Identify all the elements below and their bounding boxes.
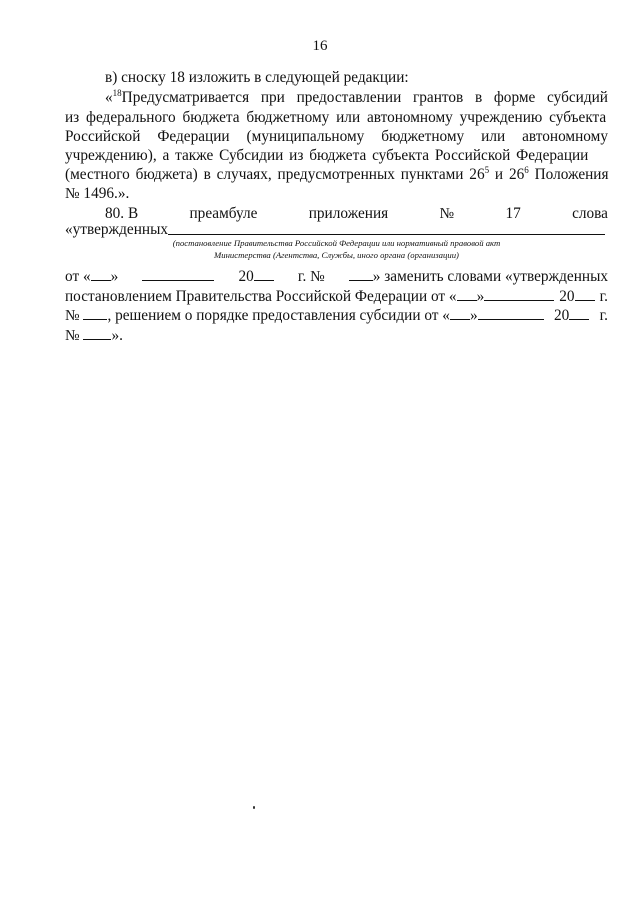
footnote-line-3 xyxy=(65,127,608,146)
caption-line-1: (постановление Правительства Российской Федерации или нормативный правовой акт xyxy=(172,238,501,248)
word: субсидий xyxy=(547,89,608,106)
word: 80. В xyxy=(105,205,139,222)
footnote-line-1 xyxy=(105,88,608,107)
footnote-line-5: (местного бюджета) в случаях, предусмотренных пунктами $26^5$ и $26^6$ Положения xyxy=(65,165,609,183)
blank-number xyxy=(349,267,373,281)
blank-day xyxy=(450,306,470,320)
word: Российской xyxy=(65,128,141,145)
footnote-line-2: из федерального бюджета бюджетному или автономному учреждению субъекта xyxy=(65,109,607,126)
word: преамбуле xyxy=(189,205,258,222)
blank-month xyxy=(484,287,554,301)
item-80-line-4: постановлением Правительства Российской Федерации от « » 20 г. xyxy=(65,288,608,305)
blank-day xyxy=(457,287,477,301)
page-number: 16 xyxy=(312,38,328,54)
scan-speck xyxy=(253,806,255,809)
item-80-line-5: № , решением о порядке предоставления субсидии от « » 20 г. xyxy=(65,307,608,324)
caption-line-2: Министерства (Агентства, Службы, иного органа (организации) xyxy=(214,250,459,260)
intro-paragraph: в) сноску 18 изложить в следующей редакции: xyxy=(105,69,409,86)
item-80-line-2: «утвержденных xyxy=(65,221,168,238)
footnote-line-6: № 1496.». xyxy=(65,185,130,202)
word: (муниципальному xyxy=(246,128,365,145)
footnote-ref: «$^{18}$Предусматривается xyxy=(105,88,250,106)
blank-year xyxy=(569,306,589,320)
word: или xyxy=(481,128,506,145)
word: грантов xyxy=(412,89,464,106)
item-80-line-3: от « » 20 г. № » заменить словами «утвержденных xyxy=(65,268,608,285)
blank-year xyxy=(254,267,274,281)
word: в xyxy=(474,89,483,106)
word: 17 xyxy=(505,205,521,222)
word: приложения xyxy=(308,205,389,222)
word: автономному xyxy=(522,128,608,145)
word: Федерации xyxy=(157,128,230,145)
blank-month xyxy=(142,267,214,281)
blank-number xyxy=(83,326,111,340)
blank-year xyxy=(575,287,595,301)
blank-number xyxy=(83,306,107,320)
word: бюджетному xyxy=(381,128,465,145)
word: слова xyxy=(572,205,608,222)
word: форме xyxy=(493,89,536,106)
word: предоставлении xyxy=(296,89,402,106)
blank-day xyxy=(91,267,111,281)
word: при xyxy=(260,89,285,106)
blank-month xyxy=(478,306,544,320)
item-80-line-6: № ». xyxy=(65,327,123,344)
word: № xyxy=(439,205,455,222)
footnote-line-4: учреждению), а также Субсидии из бюджета субъекта Российской Федерации xyxy=(65,147,589,164)
fill-in-line xyxy=(168,234,605,235)
